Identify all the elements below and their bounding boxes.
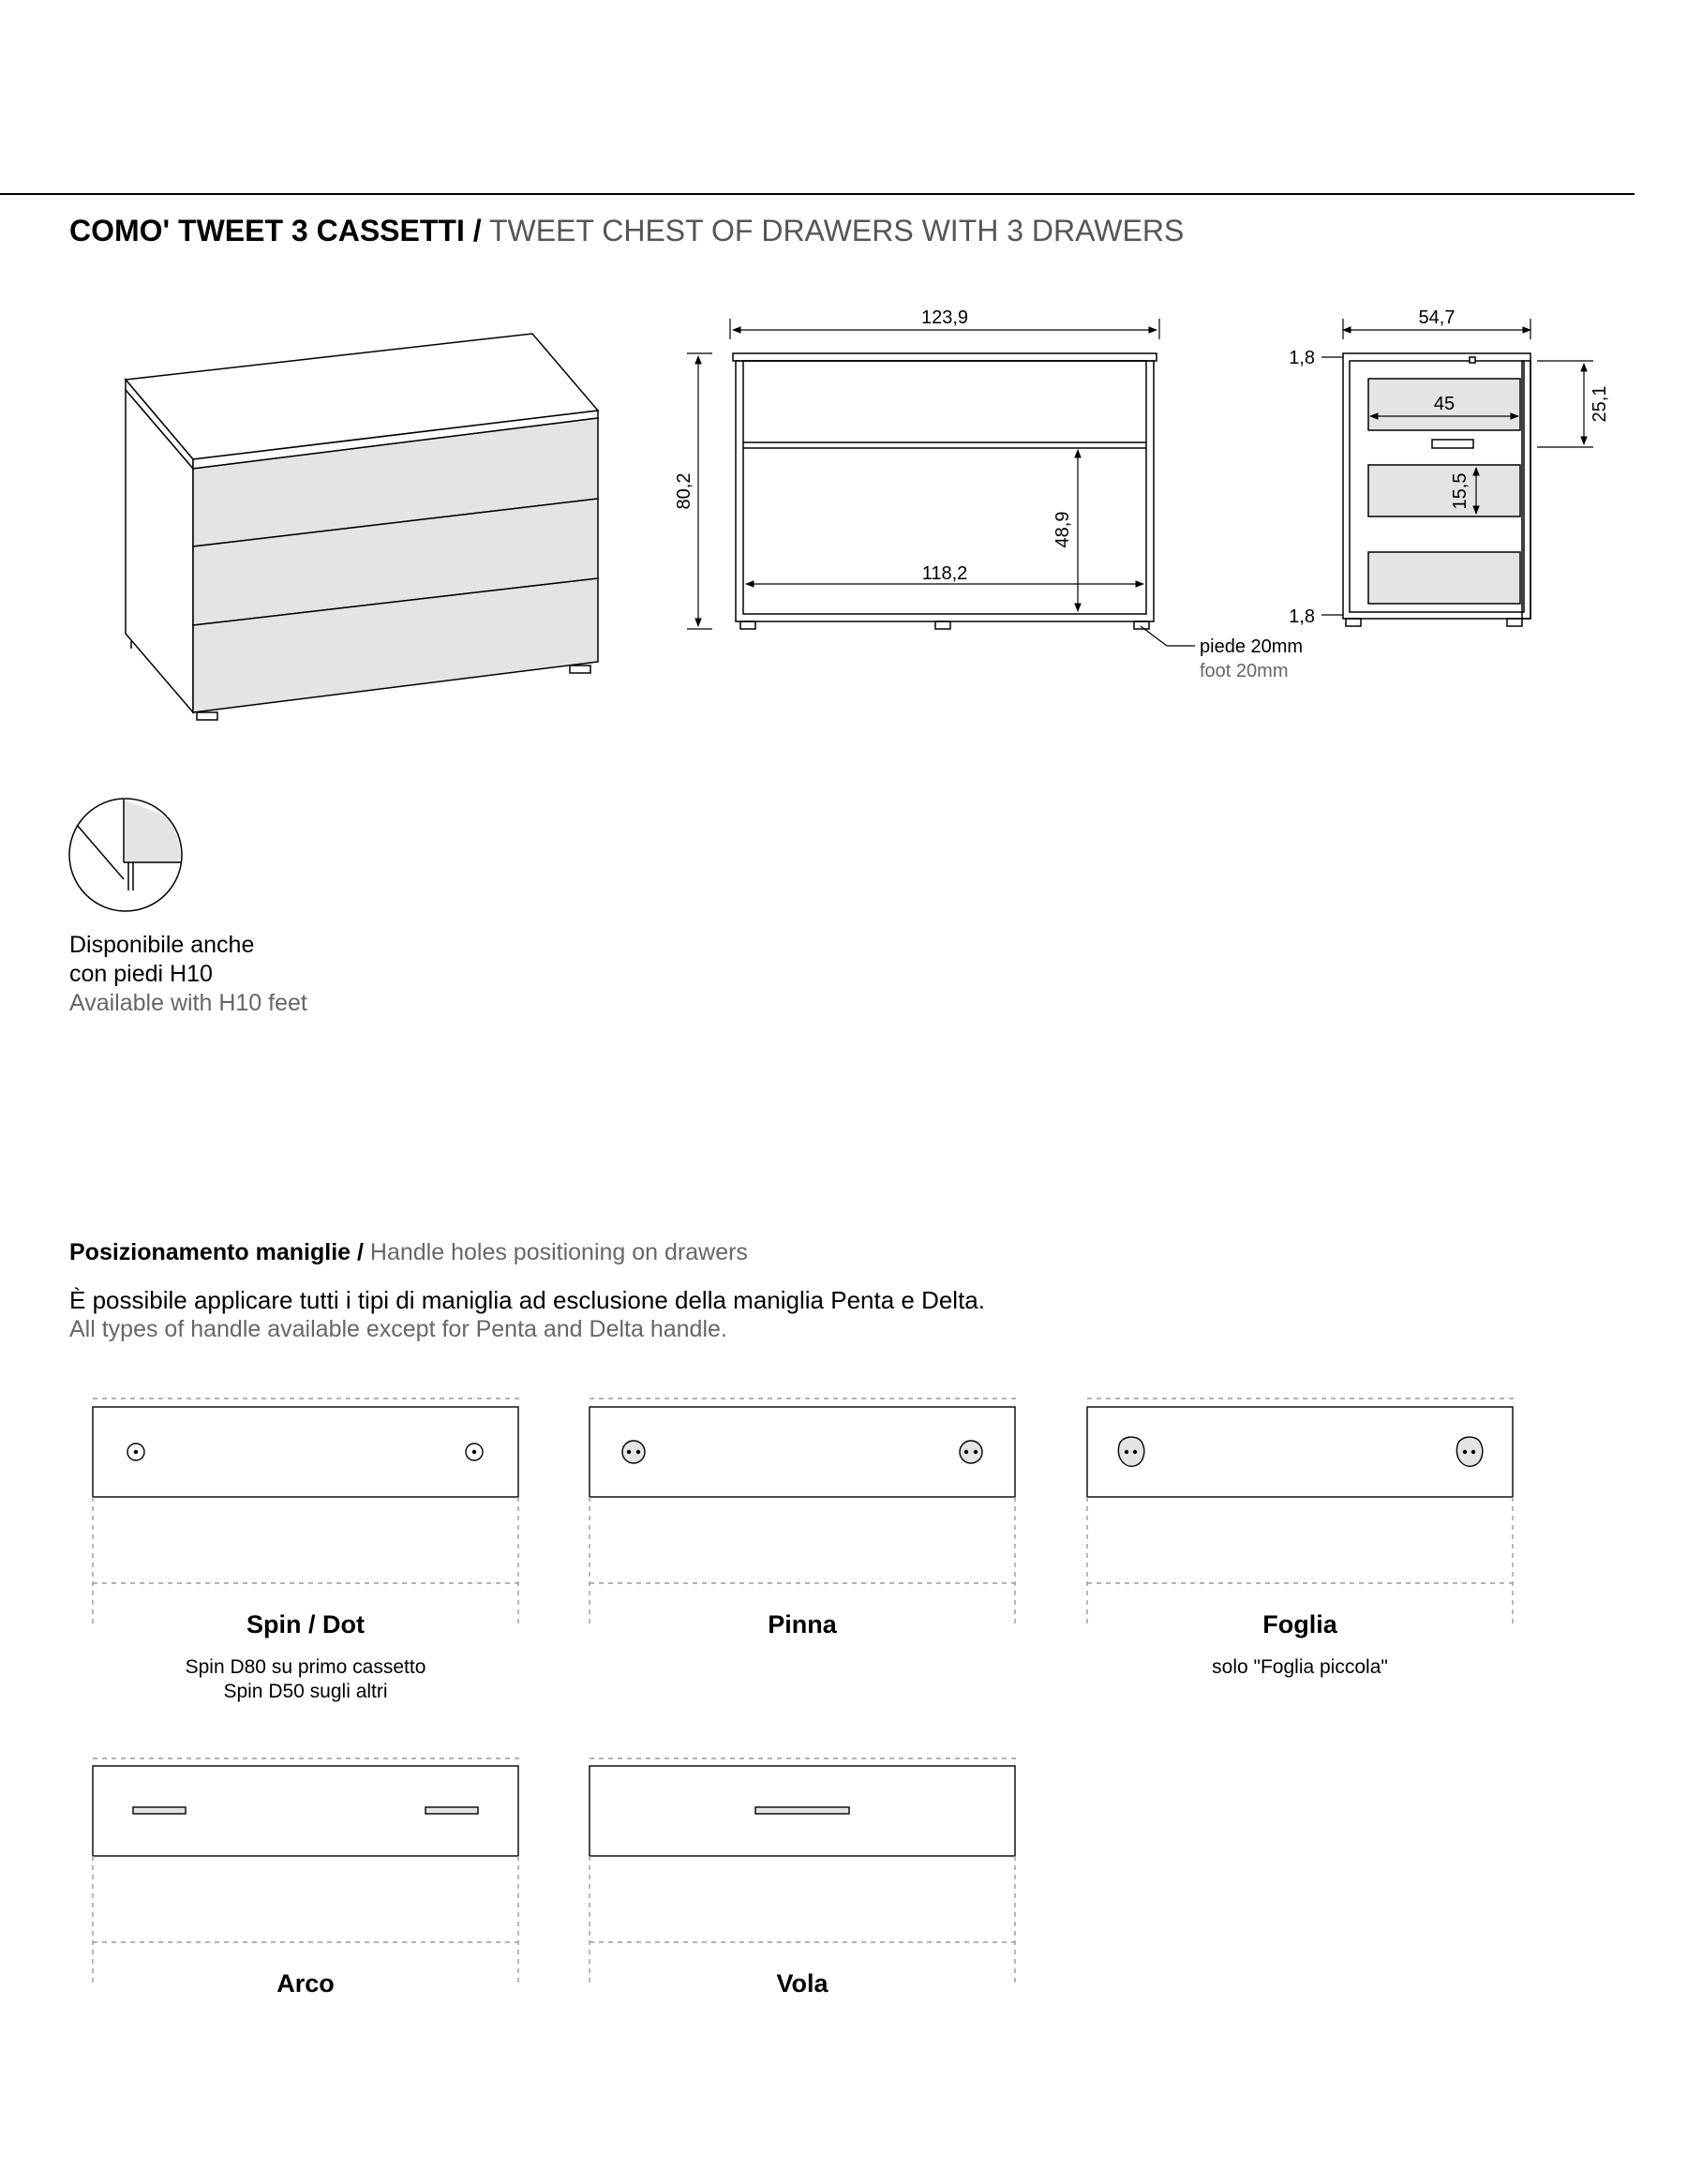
handle-note-spin-dot: Spin D80 su primo cassetto Spin D50 sugli altri — [185, 1656, 426, 1702]
handles-description-en: All types of handle available except for Penta and Delta handle. — [69, 1316, 727, 1342]
dim-inner-height: 48,9 — [1053, 511, 1073, 548]
dim-top-thickness: 1,8 — [1289, 348, 1315, 368]
perspective-chest — [126, 334, 598, 720]
feet-option-text: Disponibile anche con piedi H10 — [69, 932, 255, 987]
dim-handle-height: 15,5 — [1450, 472, 1471, 510]
handle-name-spin-dot: Spin / Dot — [246, 1610, 365, 1638]
front-view — [733, 353, 1157, 629]
dim-bottom-thickness: 1,8 — [1289, 606, 1315, 627]
handle-note-foglia: solo "Foglia piccola" — [1212, 1656, 1388, 1678]
drawer-diagram-vola — [590, 1758, 1016, 1982]
handles-description-it: È possibile applicare tutti i tipi di maniglia ad esclusione della maniglia Penta e Delta. — [69, 1286, 985, 1314]
page-title: COMO' TWEET 3 CASSETTI / TWEET CHEST OF DRAWERS WITH 3 DRAWERS — [69, 214, 1185, 247]
foot-label-it: piede 20mm — [1200, 636, 1304, 657]
drawer-diagram-spin-dot — [93, 1399, 519, 1623]
foot-label-en: foot 20mm — [1200, 661, 1289, 681]
feet-detail-icon — [69, 799, 182, 911]
handle-name-pinna: Pinna — [768, 1610, 837, 1638]
drawer-diagram-pinna — [590, 1399, 1016, 1623]
handles-section-title: Posizionamento maniglie / Handle holes positioning on drawers — [69, 1239, 748, 1265]
dim-inner-width: 118,2 — [921, 563, 968, 584]
dim-width: 123,9 — [920, 307, 969, 328]
drawer-diagram-foglia — [1087, 1399, 1514, 1623]
drawer-diagram-arco — [93, 1758, 519, 1982]
handle-name-foglia: Foglia — [1262, 1610, 1337, 1638]
handle-name-vola: Vola — [776, 1969, 829, 1997]
front-dimensions — [687, 319, 1195, 646]
dim-height: 80,2 — [674, 472, 694, 510]
dim-depth: 54,7 — [1418, 307, 1456, 328]
handle-name-arco: Arco — [276, 1969, 335, 1997]
dim-handle-offset: 45 — [1433, 394, 1456, 414]
feet-option-text-en: Available with H10 feet — [69, 990, 307, 1016]
dim-drawer-height: 25,1 — [1590, 385, 1610, 423]
